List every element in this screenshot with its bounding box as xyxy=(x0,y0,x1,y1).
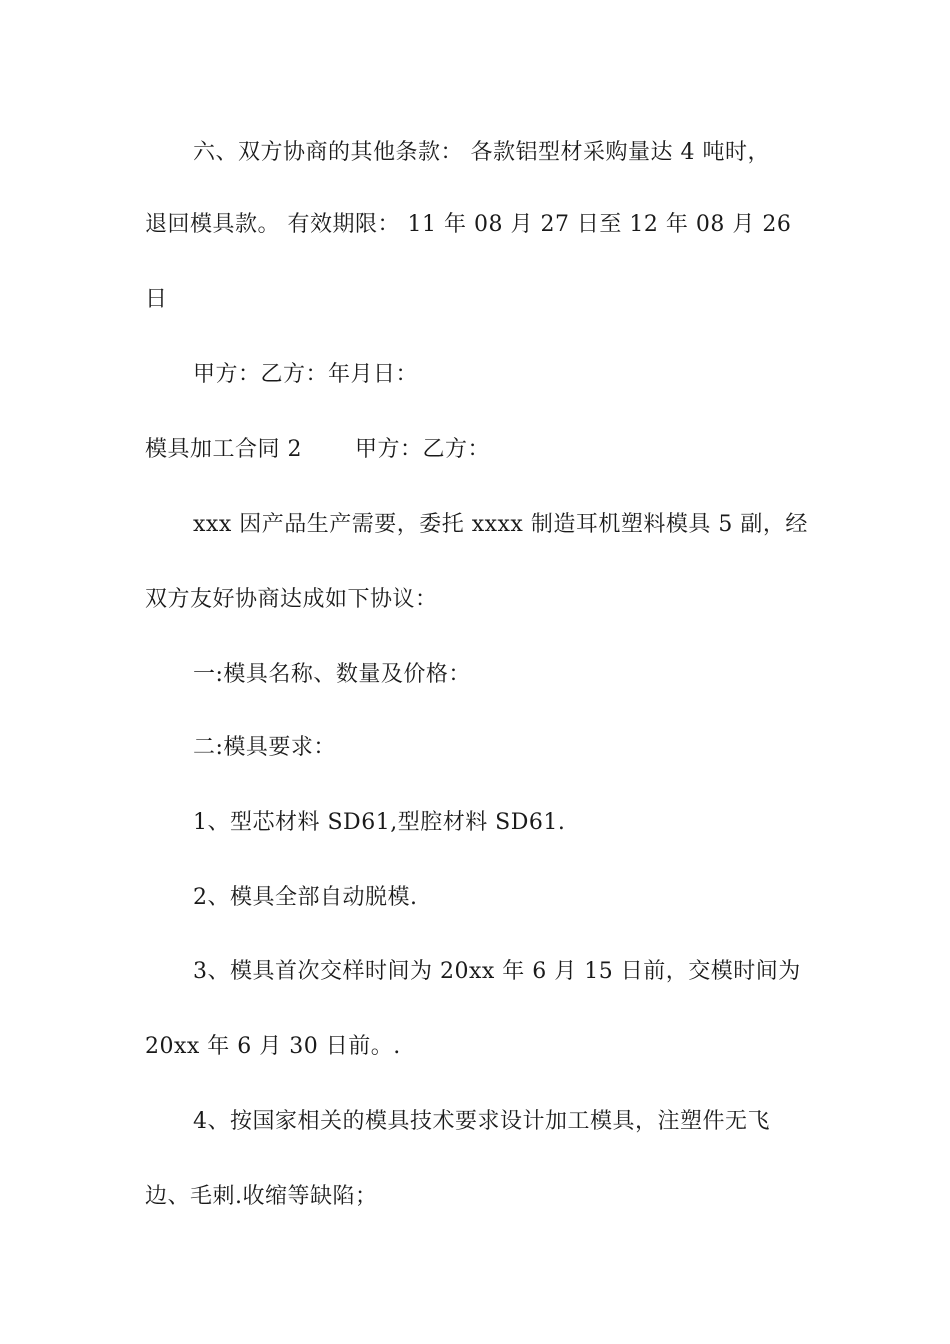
section-heading-1: 一:模具名称、数量及价格： xyxy=(193,662,471,687)
requirement-item-4-cont: 边、毛刺.收缩等缺陷； xyxy=(145,1184,378,1209)
requirement-item-3-cont: 20xx 年 6 月 30 日前。. xyxy=(145,1034,401,1059)
requirement-item-3: 3、模具首次交样时间为 20xx 年 6 月 15 日前，交模时间为 xyxy=(193,959,801,984)
paragraph-line-3: 日 xyxy=(145,287,168,312)
requirement-item-4: 4、按国家相关的模具技术要求设计加工模具，注塑件无飞 xyxy=(193,1109,770,1134)
section-heading-2: 二:模具要求： xyxy=(193,735,336,760)
contract-parties: 甲方：乙方： xyxy=(355,437,491,462)
paragraph-line-1: 六、双方协商的其他条款： 各款铝型材采购量达 4 吨时， xyxy=(193,140,770,165)
paragraph-line-2: 退回模具款。 有效期限： 11 年 08 月 27 日至 12 年 08 月 26 xyxy=(145,212,792,237)
signature-line: 甲方：乙方：年月日： xyxy=(193,362,419,387)
paragraph-line-8: 双方友好协商达成如下协议： xyxy=(145,587,438,612)
requirement-item-1: 1、型芯材料 SD61,型腔材料 SD61. xyxy=(193,810,566,835)
contract-title: 模具加工合同 2 xyxy=(145,437,302,462)
requirement-item-2: 2、模具全部自动脱模. xyxy=(193,885,418,910)
paragraph-line-7: xxx 因产品生产需要，委托 xxxx 制造耳机塑料模具 5 副，经 xyxy=(193,512,808,537)
